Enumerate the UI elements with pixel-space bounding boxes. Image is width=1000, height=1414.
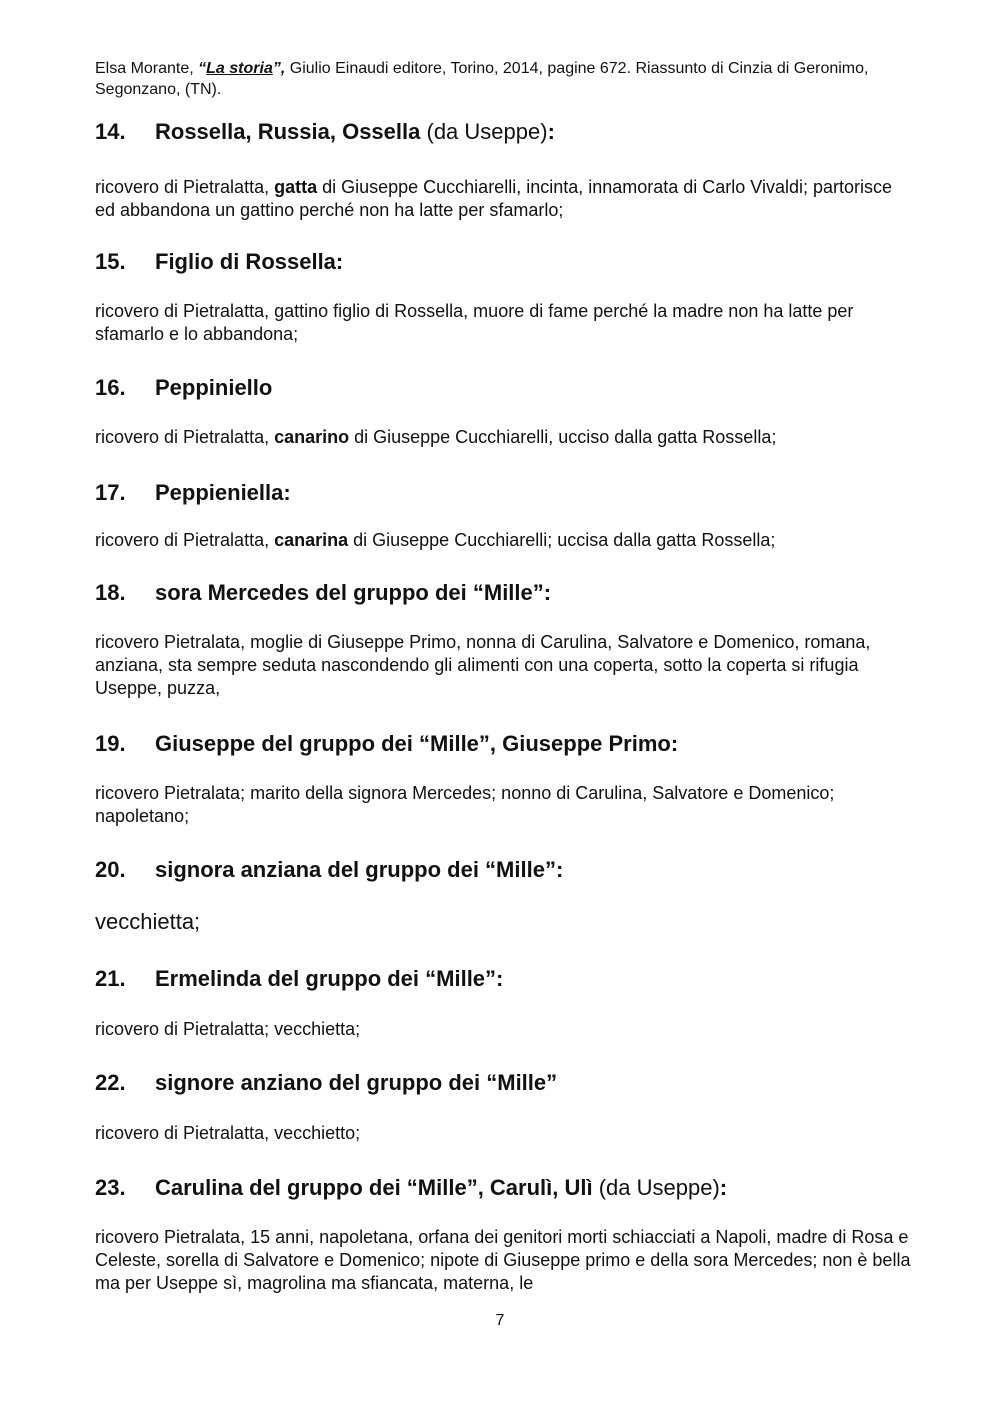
entry-number: 21.: [95, 966, 126, 991]
entry-number: 18.: [95, 580, 126, 605]
entry-name: Figlio di Rossella:: [155, 249, 344, 274]
desc-part: di Giuseppe Cucchiarelli, incinta, innamorata di Carlo Vivaldi; partorisce ed abbandona un gattino perché non ha latte per sfamarlo;: [95, 177, 893, 220]
header-rest: Giulio Einaudi editore, Torino, 2014, pagine 672. Riassunto di Cinzia di Geronimo, Segonzano, (TN).: [95, 60, 869, 98]
desc-part: di Giuseppe Cucchiarelli, ucciso dalla gatta Rossella;: [349, 427, 777, 447]
entry-17: [95, 479, 915, 552]
entry-description: ricovero Pietralata; marito della signora Mercedes; nonno di Carulina, Salvatore e Domenico; napoletano;: [95, 783, 835, 826]
entry-number: 15.: [95, 249, 126, 274]
desc-part: ricovero di Pietralatta,: [95, 427, 275, 447]
entry-22: [95, 1069, 915, 1145]
page-number: 7: [495, 1312, 505, 1329]
desc-part: ricovero di Pietralatta,: [95, 530, 275, 550]
entry-heading: [95, 1069, 915, 1097]
entry-heading: [95, 1174, 915, 1202]
entry-name: Ermelinda del gruppo dei “Mille”:: [155, 966, 504, 991]
header-quote-open: “: [198, 60, 207, 77]
desc-part: ricovero di Pietralatta,: [95, 177, 275, 197]
entry-colon: :: [547, 119, 555, 144]
entry-number: 20.: [95, 857, 126, 882]
entry-20: [95, 856, 915, 936]
desc-bold: canarina: [274, 530, 349, 550]
entry-name: Giuseppe del gruppo dei “Mille”, Giuseppe Primo:: [155, 731, 679, 756]
entry-16: [95, 374, 915, 449]
entry-19: [95, 730, 915, 828]
entry-description: ricovero di Pietralatta, vecchietto;: [95, 1123, 361, 1143]
entry-heading: [95, 730, 915, 758]
entry-14: [95, 118, 915, 222]
entry-heading: [95, 118, 915, 146]
entry-name: signore anziano del gruppo dei “Mille”: [155, 1070, 558, 1095]
entry-description: ricovero Pietralata, moglie di Giuseppe Primo, nonna di Carulina, Salvatore e Domenico, romana, anziana, sta sempre seduta nascondendo gli alimenti con una coperta, sotto la coperta si rifugia Useppe, puzza,: [95, 632, 871, 698]
header-book-title: La storia: [206, 60, 273, 77]
entry-number: 16.: [95, 375, 126, 400]
entry-number: 14.: [95, 119, 126, 144]
entry-21: [95, 965, 915, 1041]
entry-description: [95, 176, 915, 222]
entry-23: [95, 1174, 915, 1295]
entry-colon: :: [719, 1175, 728, 1200]
entry-heading: [95, 856, 915, 884]
entry-description: [95, 426, 915, 449]
entry-alias-note: (da Useppe): [420, 119, 548, 144]
entry-name: Peppieniella:: [155, 480, 291, 505]
entry-name: sora Mercedes del gruppo dei “Mille”:: [155, 580, 552, 605]
entry-name: Peppiniello: [155, 375, 273, 400]
page-header: [95, 58, 895, 100]
entry-15: [95, 248, 915, 346]
entry-description: ricovero Pietralata, 15 anni, napoletana, orfana dei genitori morti schiacciati a Napoli, madre di Rosa e Celeste, sorella di Salvatore e Domenico; nipote di Giuseppe primo e della sora Mercedes; non è bella ma per Useppe sì, magrolina ma sfiancata, materna, le: [95, 1227, 911, 1293]
entry-heading: [95, 248, 915, 276]
desc-part: di Giuseppe Cucchiarelli; uccisa dalla gatta Rossella;: [348, 530, 776, 550]
entry-heading: [95, 579, 915, 607]
entry-alias-note: (da Useppe): [592, 1175, 720, 1200]
entry-18: [95, 579, 915, 700]
entry-heading: [95, 479, 915, 507]
entry-number: 23.: [95, 1175, 126, 1200]
entry-name: Rossella, Russia, Ossella: [155, 119, 421, 144]
entry-description: ricovero di Pietralatta, gattino figlio di Rossella, muore di fame perché la madre non ha latte per sfamarlo e lo abbandona;: [95, 301, 854, 344]
header-author: Elsa Morante,: [95, 60, 199, 77]
entry-number: 17.: [95, 480, 126, 505]
entry-description: ricovero di Pietralatta; vecchietta;: [95, 1019, 361, 1039]
entry-heading: [95, 374, 915, 402]
entry-heading: [95, 965, 915, 993]
entry-description: vecchietta;: [95, 909, 201, 934]
entry-name: signora anziana del gruppo dei “Mille”:: [155, 857, 564, 882]
desc-bold: gatta: [274, 177, 318, 197]
entry-name: Carulina del gruppo dei “Mille”, Carulì, Ulì: [155, 1175, 593, 1200]
header-quote-close: ”,: [272, 60, 286, 77]
entry-number: 19.: [95, 731, 126, 756]
entry-number: 22.: [95, 1070, 126, 1095]
desc-bold: canarino: [274, 427, 350, 447]
entry-description: [95, 529, 915, 552]
